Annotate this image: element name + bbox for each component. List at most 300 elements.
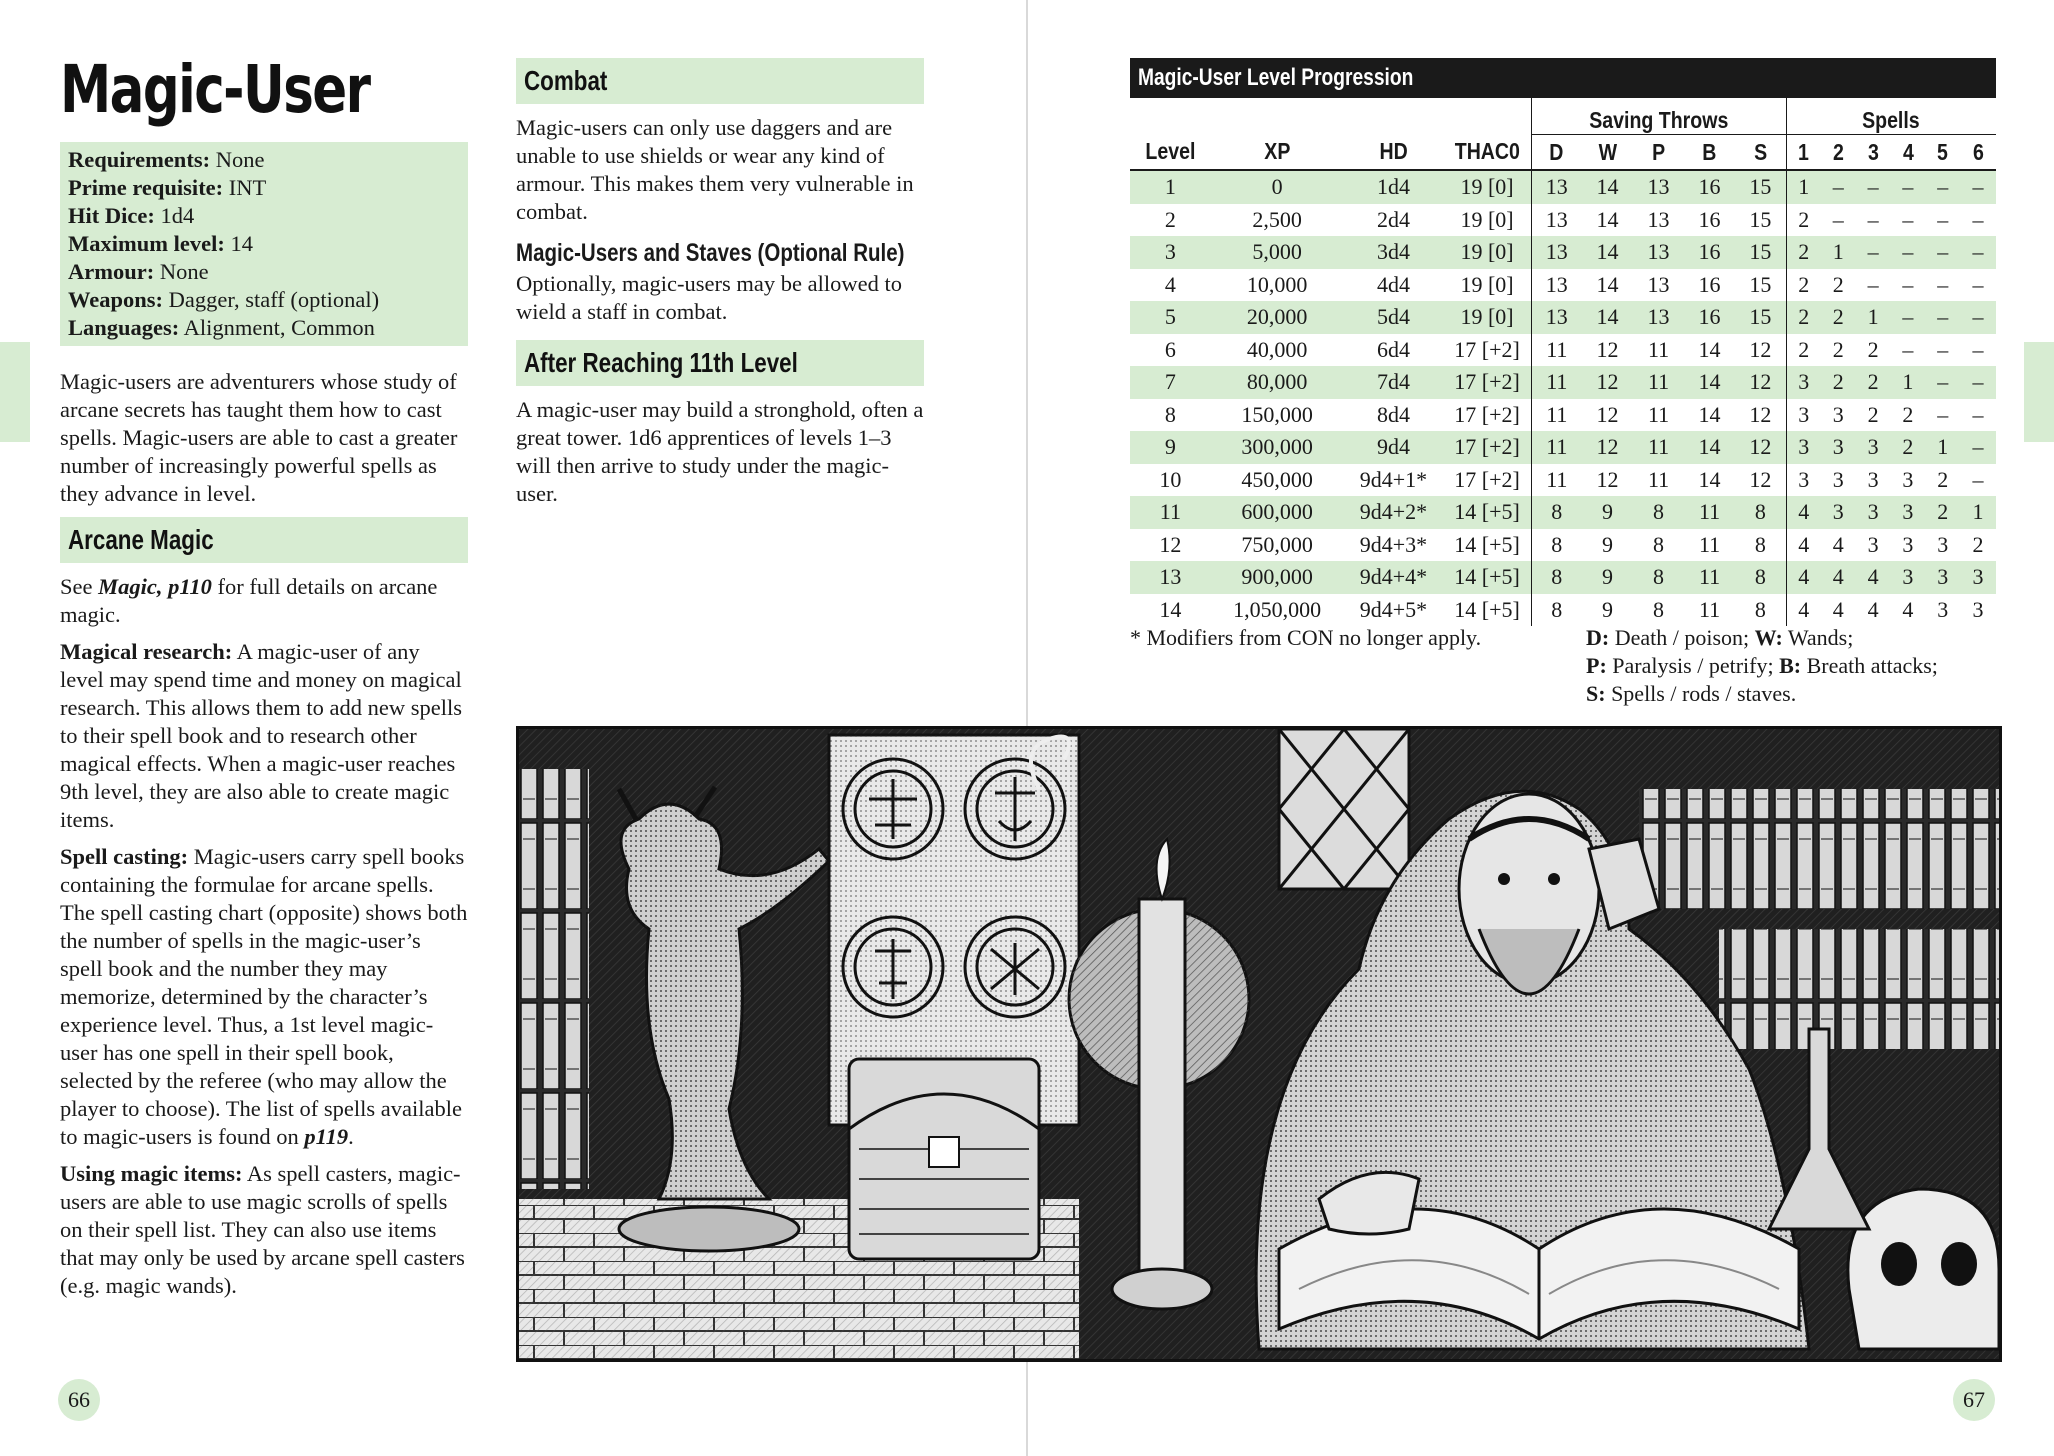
table-cell: 13 bbox=[1531, 170, 1582, 204]
spell-casting-paragraph bbox=[60, 843, 468, 1151]
table-cell: 4 bbox=[1832, 531, 1844, 557]
table-cell: 1 bbox=[1130, 170, 1211, 204]
see-suffix: for full details on arcane magic. bbox=[60, 574, 438, 627]
table-cell: 12 bbox=[1159, 531, 1182, 557]
table-cell: 11 bbox=[1684, 561, 1735, 594]
magical-research-paragraph bbox=[60, 638, 468, 834]
table-cell: 12 bbox=[1749, 466, 1772, 492]
table-cell: 2 bbox=[1786, 204, 1821, 237]
stat-row bbox=[68, 314, 460, 342]
table-cell: 2 bbox=[1821, 366, 1856, 399]
table-cell: – bbox=[1937, 206, 1949, 232]
table-cell: – bbox=[1856, 170, 1891, 204]
table-cell: 14 bbox=[1698, 466, 1721, 492]
table-cell: – bbox=[1972, 271, 1984, 297]
table-row bbox=[1130, 529, 1996, 562]
table-cell: 13 bbox=[1647, 271, 1670, 297]
legend-text: Paralysis / petrify; bbox=[1606, 653, 1780, 678]
table-cell: – bbox=[1960, 170, 1996, 204]
table-row bbox=[1130, 170, 1996, 204]
table-cell: – bbox=[1891, 170, 1926, 204]
table-cell: – bbox=[1832, 206, 1844, 232]
stat-value: INT bbox=[228, 175, 267, 200]
see-prefix: See bbox=[60, 574, 99, 599]
table-cell: 14 bbox=[1159, 596, 1182, 622]
table-cell: – bbox=[1902, 206, 1914, 232]
table-cell: 2 bbox=[1164, 206, 1176, 232]
table-cell: 4 bbox=[1867, 596, 1879, 622]
table-cell: 7d4 bbox=[1343, 366, 1443, 399]
table-cell: 13 bbox=[1531, 301, 1582, 334]
table-cell: 7 bbox=[1130, 366, 1211, 399]
table-cell: 4 bbox=[1786, 561, 1821, 594]
magic-items-lead: Using magic items: bbox=[60, 1161, 243, 1186]
table-cell: 2 bbox=[1832, 271, 1844, 297]
middle-column bbox=[516, 58, 924, 517]
legend-key: D: bbox=[1586, 625, 1610, 650]
table-cell: 16 bbox=[1684, 236, 1735, 269]
table-cell: 4 bbox=[1164, 271, 1176, 297]
table-cell: 3 bbox=[1925, 561, 1960, 594]
table-cell: – bbox=[1972, 466, 1984, 492]
table-cell: 150,000 bbox=[1241, 401, 1313, 427]
table-cell: 8 bbox=[1754, 596, 1766, 622]
table-row bbox=[1130, 399, 1996, 432]
legend-key: P: bbox=[1586, 653, 1607, 678]
table-cell: 14 bbox=[1698, 336, 1721, 362]
table-cell: 12 bbox=[1735, 431, 1786, 464]
table-cell: 9d4+3* bbox=[1359, 531, 1428, 557]
level-progression-table-block bbox=[1130, 58, 1996, 626]
column-header: P bbox=[1633, 135, 1684, 171]
table-cell: – bbox=[1960, 431, 1996, 464]
left-column bbox=[60, 52, 468, 1309]
column-header: 6 bbox=[1960, 135, 1996, 171]
table-cell: 13 bbox=[1633, 301, 1684, 334]
column-header: W bbox=[1582, 135, 1633, 171]
table-cell: 3 bbox=[1972, 596, 1984, 622]
table-cell: 12 bbox=[1596, 336, 1619, 362]
table-cell: 9d4+2* bbox=[1343, 496, 1443, 529]
magic-items-paragraph bbox=[60, 1160, 468, 1300]
table-row bbox=[1130, 366, 1996, 399]
legend-key: W: bbox=[1754, 625, 1783, 650]
staves-heading: Magic-Users and Staves (Optional Rule) bbox=[516, 239, 905, 267]
table-cell: – bbox=[1937, 401, 1949, 427]
page-number-left: 66 bbox=[58, 1379, 100, 1421]
table-row bbox=[1130, 334, 1996, 367]
table-cell: 1 bbox=[1821, 236, 1856, 269]
table-cell: 13 bbox=[1633, 236, 1684, 269]
arcane-magic-heading-bar bbox=[60, 517, 468, 563]
legend-text: Death / poison; bbox=[1609, 625, 1755, 650]
table-cell: 9 bbox=[1602, 596, 1614, 622]
table-cell: – bbox=[1972, 206, 1984, 232]
stat-value: 1d4 bbox=[160, 203, 195, 228]
table-cell: 1 bbox=[1925, 431, 1960, 464]
table-cell: 12 bbox=[1596, 466, 1619, 492]
table-cell: 3 bbox=[1937, 531, 1949, 557]
magical-research-text: A magic-user of any level may spend time and money on magical research. This allows them to add new spells to their spell book and to research other magical effects. When a magic-user reaches 9th level, they are also able to create magic items. bbox=[60, 639, 462, 832]
table-cell: 3 bbox=[1891, 496, 1926, 529]
table-cell: 1 bbox=[1786, 170, 1821, 204]
table-cell: 14 [+5] bbox=[1444, 561, 1531, 594]
table-cell: 750,000 bbox=[1241, 531, 1313, 557]
stat-row bbox=[68, 202, 460, 230]
table-row bbox=[1130, 594, 1996, 627]
table-cell: 5d4 bbox=[1343, 301, 1443, 334]
magic-page-reference: Magic, p110 bbox=[98, 574, 212, 599]
column-header: 1 bbox=[1786, 135, 1821, 171]
stat-label: Requirements: bbox=[68, 147, 211, 172]
table-cell: 14 bbox=[1596, 271, 1619, 297]
table-cell: 11 bbox=[1531, 431, 1582, 464]
table-cell: 14 [+5] bbox=[1454, 596, 1520, 622]
right-edge-tab bbox=[2024, 342, 2054, 442]
eleventh-level-heading-bar bbox=[516, 340, 924, 386]
stat-value: Dagger, staff (optional) bbox=[168, 287, 380, 312]
table-cell: – bbox=[1925, 170, 1960, 204]
stat-row bbox=[68, 146, 460, 174]
table-row bbox=[1130, 301, 1996, 334]
table-cell: 4 bbox=[1786, 496, 1821, 529]
table-cell: 14 bbox=[1582, 301, 1633, 334]
table-cell: 13 bbox=[1531, 236, 1582, 269]
spell-casting-end: . bbox=[348, 1124, 354, 1149]
staves-paragraph: Optionally, magic-users may be allowed to wield a staff in combat. bbox=[516, 271, 902, 324]
table-cell: 3 bbox=[1786, 399, 1821, 432]
table-cell: 4 bbox=[1832, 596, 1844, 622]
table-cell: 3 bbox=[1902, 531, 1914, 557]
column-header: HD bbox=[1343, 135, 1443, 171]
table-cell: 8 bbox=[1531, 594, 1582, 627]
left-edge-tab bbox=[0, 342, 30, 442]
table-cell: 15 bbox=[1735, 301, 1786, 334]
table-cell: 8 bbox=[1164, 401, 1176, 427]
legend-key: S: bbox=[1586, 681, 1606, 706]
table-cell: 13 bbox=[1130, 561, 1211, 594]
table-cell: 2 bbox=[1786, 301, 1821, 334]
table-cell: 2 bbox=[1972, 531, 1984, 557]
magical-research-lead: Magical research: bbox=[60, 639, 233, 664]
table-cell: 4 bbox=[1821, 561, 1856, 594]
table-row bbox=[1130, 561, 1996, 594]
wizard-study-illustration bbox=[516, 726, 2002, 1362]
table-cell: 13 bbox=[1633, 170, 1684, 204]
table-cell: 11 bbox=[1633, 431, 1684, 464]
table-header-row bbox=[1130, 135, 1996, 171]
table-cell: 5,000 bbox=[1211, 236, 1344, 269]
table-cell: 2 bbox=[1902, 401, 1914, 427]
table-cell: 10,000 bbox=[1246, 271, 1308, 297]
table-cell: 11 bbox=[1531, 334, 1582, 367]
column-header: 5 bbox=[1925, 135, 1960, 171]
table-cell: 8d4 bbox=[1376, 401, 1410, 427]
table-cell: 14 [+5] bbox=[1454, 531, 1520, 557]
table-title-bar bbox=[1130, 58, 1996, 98]
table-cell: 14 [+5] bbox=[1444, 496, 1531, 529]
table-cell: 11 bbox=[1531, 366, 1582, 399]
table-cell: 19 [0] bbox=[1460, 271, 1514, 297]
table-cell: – bbox=[1937, 336, 1949, 362]
table-cell: 2,500 bbox=[1252, 206, 1302, 232]
legend-key: B: bbox=[1779, 653, 1802, 678]
table-cell: 2 bbox=[1821, 301, 1856, 334]
table-cell: – bbox=[1937, 271, 1949, 297]
table-cell: – bbox=[1925, 236, 1960, 269]
table-cell: 11 bbox=[1531, 399, 1582, 432]
table-cell: 3d4 bbox=[1343, 236, 1443, 269]
table-cell: 2 bbox=[1856, 366, 1891, 399]
table-cell: 8 bbox=[1735, 561, 1786, 594]
column-header: 3 bbox=[1856, 135, 1891, 171]
table-cell: – bbox=[1902, 336, 1914, 362]
table-cell: 6d4 bbox=[1376, 336, 1410, 362]
intro-paragraph: Magic-users are adventurers whose study of arcane secrets has taught them how to cast spells. Magic-users are able to cast a greater number of increasingly powerful spells as they advance in level. bbox=[60, 369, 458, 506]
table-cell: 9 bbox=[1582, 561, 1633, 594]
table-cell: – bbox=[1867, 271, 1879, 297]
table-cell: 19 [0] bbox=[1444, 301, 1531, 334]
column-header: 4 bbox=[1891, 135, 1926, 171]
table-row bbox=[1130, 269, 1996, 302]
table-cell: 1d4 bbox=[1343, 170, 1443, 204]
table-cell: 15 bbox=[1749, 271, 1772, 297]
illustration-drawing bbox=[519, 729, 1999, 1359]
table-row bbox=[1130, 496, 1996, 529]
stat-value: None bbox=[159, 259, 209, 284]
see-magic-paragraph bbox=[60, 573, 468, 629]
saving-throw-legend bbox=[1586, 624, 2006, 708]
table-cell: 12 bbox=[1749, 401, 1772, 427]
table-cell: 13 bbox=[1647, 206, 1670, 232]
combat-heading: Combat bbox=[524, 65, 608, 96]
stat-label: Prime requisite: bbox=[68, 175, 224, 200]
page-title: Magic-User bbox=[60, 51, 370, 128]
table-cell: 2d4 bbox=[1376, 206, 1410, 232]
table-cell: 80,000 bbox=[1211, 366, 1344, 399]
table-cell: 13 bbox=[1531, 269, 1582, 302]
table-cell: 3 bbox=[1821, 431, 1856, 464]
table-cell: 14 bbox=[1582, 170, 1633, 204]
table-cell: 3 bbox=[1960, 561, 1996, 594]
column-header: XP bbox=[1211, 135, 1344, 171]
stat-row bbox=[68, 230, 460, 258]
table-cell: 13 bbox=[1531, 204, 1582, 237]
table-cell: 16 bbox=[1684, 170, 1735, 204]
table-cell: 11 bbox=[1647, 401, 1670, 427]
table-cell: 15 bbox=[1735, 170, 1786, 204]
table-cell: 11 bbox=[1130, 496, 1211, 529]
table-cell: 3 bbox=[1856, 496, 1891, 529]
table-cell: 3 bbox=[1832, 401, 1844, 427]
table-body bbox=[1130, 170, 1996, 626]
table-cell: 5 bbox=[1130, 301, 1211, 334]
table-cell: 3 bbox=[1130, 236, 1211, 269]
table-cell: 16 bbox=[1698, 271, 1721, 297]
table-cell: 8 bbox=[1531, 561, 1582, 594]
table-cell: – bbox=[1972, 336, 1984, 362]
stat-value: None bbox=[215, 147, 265, 172]
table-cell: 900,000 bbox=[1211, 561, 1344, 594]
spells-group-header: Spells bbox=[1786, 98, 1996, 135]
table-cell: 11 bbox=[1698, 596, 1721, 622]
table-cell: 17 [+2] bbox=[1454, 401, 1520, 427]
table-cell: 4d4 bbox=[1376, 271, 1410, 297]
table-cell: 2 bbox=[1867, 336, 1879, 362]
table-cell: – bbox=[1972, 401, 1984, 427]
table-cell: 2 bbox=[1891, 431, 1926, 464]
table-cell: 3 bbox=[1786, 366, 1821, 399]
table-cell: – bbox=[1891, 301, 1926, 334]
eleventh-level-heading: After Reaching 11th Level bbox=[524, 347, 798, 378]
spell-casting-text: Magic-users carry spell books containing the formulae for arcane spells. The spell casting chart (opposite) shows both the number of spells in the magic-user’s spell book and the number they may memorize, determined by the character’s experience level. Thus, a 1st level magic-user has one spell in their spell book, selected by the referee (who may allow the player to choose). The list of spells available to magic-users is found on bbox=[60, 844, 468, 1149]
table-cell: 12 bbox=[1596, 401, 1619, 427]
stat-label: Maximum level: bbox=[68, 231, 225, 256]
table-cell: 10 bbox=[1159, 466, 1182, 492]
table-cell: 19 [0] bbox=[1460, 206, 1514, 232]
table-cell: 14 bbox=[1684, 431, 1735, 464]
table-cell: 3 bbox=[1856, 431, 1891, 464]
page-number-right: 67 bbox=[1953, 1379, 1995, 1421]
table-cell: 8 bbox=[1531, 496, 1582, 529]
spell-list-page-reference: p119 bbox=[304, 1124, 349, 1149]
table-cell: 40,000 bbox=[1246, 336, 1308, 362]
table-cell: 1 bbox=[1856, 301, 1891, 334]
table-cell: 14 bbox=[1698, 401, 1721, 427]
table-cell: 11 bbox=[1647, 466, 1670, 492]
table-cell: 8 bbox=[1754, 531, 1766, 557]
table-cell: 8 bbox=[1653, 531, 1665, 557]
column-header: 2 bbox=[1821, 135, 1856, 171]
table-cell: 450,000 bbox=[1241, 466, 1313, 492]
table-cell: 12 bbox=[1749, 336, 1772, 362]
table-cell: 300,000 bbox=[1211, 431, 1344, 464]
table-cell: 3 bbox=[1867, 531, 1879, 557]
table-cell: 2 bbox=[1937, 466, 1949, 492]
table-cell: 17 [+2] bbox=[1444, 366, 1531, 399]
table-cell: 11 bbox=[1684, 496, 1735, 529]
table-group-header-row bbox=[1130, 98, 1996, 135]
table-cell: 20,000 bbox=[1211, 301, 1344, 334]
class-stat-box bbox=[60, 142, 468, 346]
table-cell: 3 bbox=[1786, 431, 1821, 464]
legend-text: Wands; bbox=[1782, 625, 1854, 650]
combat-paragraph: Magic-users can only use daggers and are unable to use shields or wear any kind of armour. This makes them very vulnerable in combat. bbox=[516, 115, 914, 224]
table-cell: 9d4+4* bbox=[1343, 561, 1443, 594]
table-cell: – bbox=[1821, 170, 1856, 204]
table-cell: 8 bbox=[1633, 496, 1684, 529]
stat-row bbox=[68, 174, 460, 202]
table-cell: 4 bbox=[1856, 561, 1891, 594]
column-header: B bbox=[1684, 135, 1735, 171]
table-cell: – bbox=[1902, 271, 1914, 297]
table-cell: 17 [+2] bbox=[1454, 336, 1520, 362]
table-cell: 17 [+2] bbox=[1454, 466, 1520, 492]
table-row bbox=[1130, 236, 1996, 269]
table-cell: – bbox=[1960, 236, 1996, 269]
stat-row bbox=[68, 258, 460, 286]
table-cell: – bbox=[1925, 301, 1960, 334]
table-cell: 600,000 bbox=[1211, 496, 1344, 529]
table-cell: 9d4+5* bbox=[1359, 596, 1428, 622]
table-cell: 15 bbox=[1735, 236, 1786, 269]
table-cell: 3 bbox=[1832, 466, 1844, 492]
column-header: Level bbox=[1130, 135, 1211, 171]
table-cell: 9d4 bbox=[1343, 431, 1443, 464]
table-cell: 1 bbox=[1960, 496, 1996, 529]
table-cell: 2 bbox=[1832, 336, 1844, 362]
table-footnote: * Modifiers from CON no longer apply. bbox=[1130, 625, 1482, 650]
table-cell: 11 bbox=[1633, 366, 1684, 399]
level-progression-table bbox=[1130, 98, 1996, 626]
table-cell: 12 bbox=[1582, 431, 1633, 464]
table-cell: – bbox=[1960, 301, 1996, 334]
table-cell: 16 bbox=[1684, 301, 1735, 334]
table-cell: 14 bbox=[1596, 206, 1619, 232]
column-header: THAC0 bbox=[1444, 135, 1531, 171]
table-cell: 12 bbox=[1735, 366, 1786, 399]
spell-casting-lead: Spell casting: bbox=[60, 844, 189, 869]
table-cell: 15 bbox=[1749, 206, 1772, 232]
table-cell: 2 bbox=[1925, 496, 1960, 529]
arcane-magic-heading: Arcane Magic bbox=[68, 524, 214, 555]
table-cell: – bbox=[1960, 366, 1996, 399]
table-cell: 19 [0] bbox=[1444, 170, 1531, 204]
table-cell: 9 bbox=[1582, 496, 1633, 529]
table-cell: 17 [+2] bbox=[1444, 431, 1531, 464]
table-cell: 6 bbox=[1164, 336, 1176, 362]
table-cell: 1 bbox=[1891, 366, 1926, 399]
table-row bbox=[1130, 204, 1996, 237]
legend-text: Spells / rods / staves. bbox=[1605, 681, 1797, 706]
table-title: Magic-User Level Progression bbox=[1138, 64, 1414, 91]
table-cell: – bbox=[1856, 236, 1891, 269]
table-cell: 9 bbox=[1130, 431, 1211, 464]
table-cell: – bbox=[1867, 206, 1879, 232]
stat-label: Hit Dice: bbox=[68, 203, 155, 228]
combat-heading-bar bbox=[516, 58, 924, 104]
table-cell: 16 bbox=[1698, 206, 1721, 232]
table-cell: 2 bbox=[1867, 401, 1879, 427]
table-cell: 2 bbox=[1786, 334, 1821, 367]
table-cell: 11 bbox=[1698, 531, 1721, 557]
table-cell: 9d4+1* bbox=[1359, 466, 1428, 492]
table-cell: 0 bbox=[1211, 170, 1344, 204]
table-cell: 14 bbox=[1582, 236, 1633, 269]
eleventh-level-paragraph: A magic-user may build a stronghold, often a great tower. 1d6 apprentices of levels 1–3 will then arrive to study under the magic-user. bbox=[516, 397, 924, 506]
legend-text: Breath attacks; bbox=[1801, 653, 1938, 678]
table-cell: – bbox=[1925, 366, 1960, 399]
table-cell: 14 bbox=[1684, 366, 1735, 399]
table-row bbox=[1130, 431, 1996, 464]
table-cell: 11 bbox=[1647, 336, 1670, 362]
table-cell: 8 bbox=[1633, 561, 1684, 594]
table-cell: 3 bbox=[1891, 561, 1926, 594]
column-header: D bbox=[1531, 135, 1582, 171]
stat-row bbox=[68, 286, 460, 314]
table-cell: 4 bbox=[1786, 529, 1821, 562]
table-cell: 8 bbox=[1531, 529, 1582, 562]
column-header: S bbox=[1735, 135, 1786, 171]
table-cell: 11 bbox=[1531, 464, 1582, 497]
saving-throws-group-header: Saving Throws bbox=[1531, 98, 1786, 135]
table-cell: 8 bbox=[1735, 496, 1786, 529]
table-cell: 1,050,000 bbox=[1233, 596, 1322, 622]
table-row bbox=[1130, 464, 1996, 497]
table-cell: 3 bbox=[1821, 496, 1856, 529]
table-cell: 3 bbox=[1937, 596, 1949, 622]
stat-label: Weapons: bbox=[68, 287, 164, 312]
